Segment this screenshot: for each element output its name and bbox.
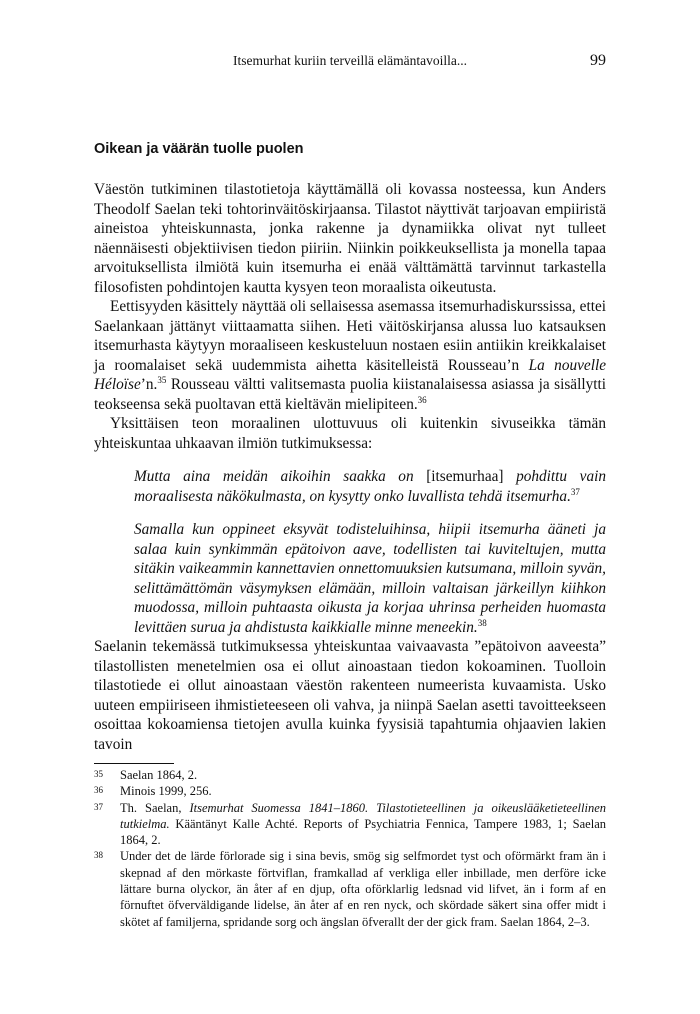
- footnote-35: [94, 767, 606, 783]
- paragraph-4: Saelanin tekemässä tutkimuksessa yhteiskuntaa vaivaavasta ”epätoivon aaveesta” tilastollisten menetelmien osa ei ollut ainoastaan tiedon kokoaminen. Tuolloin tilastotiede ei ollut ainoastaan väestön rakenteen numeerista kuvaamista. Usko uuteen empiiriseen ihmistieteeseen oli vahva, ja niinpä Saelan asetti tavoitteekseen osoittaa kokoamiensa tietojen avulla kuinka fyysisiä tapahtumia ohjaavien lakien tavoin: [94, 638, 606, 753]
- footnote-37-rest: Kääntänyt Kalle Achté. Reports of Psychiatria Fennica, Tampere 1983, 1; Saelan 1864, 2.: [120, 816, 606, 848]
- quote-1-text-c: pohdittu vain moraalisesta näkökulmasta, on kysytty onko luvallista tehdä itsemurha.: [134, 468, 606, 505]
- footnote-number: 37: [94, 801, 103, 812]
- paragraph-2-text-a: Eettisyyden käsittely näyttää oli sellaisessa asemassa itsemurhadiskurssissa, ettei Saelankaan jättänyt viittaamatta siihen. Heti väitöskirjansa alussa luo katsauksen itsemurhasta käytyyn moraaliseen keskusteluun nostaen esiin antiikin kreikkalaiset ja roomalaiset sekä uudemmista aihetta käsitelleistä Rousseau’n: [94, 298, 606, 374]
- book-title-la-nouvelle-heloise: La nouvelle Héloïse: [94, 356, 606, 393]
- footnote-37-author: Th. Saelan,: [120, 800, 190, 815]
- paragraph-3: Yksittäisen teon moraalinen ulottuvuus oli kuitenkin sivuseikka tämän yhteiskuntaa uhkaavan ilmiön tutkimuksessa:: [94, 415, 606, 452]
- block-quote-2: [134, 520, 606, 637]
- footnote-ref-38: 38: [477, 617, 487, 628]
- footnote-37-title: Itsemurhat Suomessa 1841–1860. Tilastotieteellinen ja oikeuslääketieteellinen tutkielma.: [120, 800, 606, 831]
- footnote-text: Under det de lärde förlorade sig i sina bevis, smög sig selfmordet tyst och oförmärkt fram än i skepnad af den mörkaste förtviflan, framkallad af verkliga eller inbillade, men derföre icke lättare burna olyckor, än åter af en djup, ofta oförklarlig ledsnad vid lifvet, än i form af en förnuftet öfverväldigande lidelse, än åter af en ren nyck, och skördade säkert sina offer midt i skötet af familjerna, spridande sorg och ängslan öfverallt der der gick fram. Saelan 1864, 2–3.: [120, 849, 606, 929]
- paragraph-2: [94, 297, 606, 414]
- footnote-37: [94, 800, 606, 849]
- footnote-ref-36: 36: [417, 394, 427, 405]
- footnote-text: Saelan 1864, 2.: [120, 768, 198, 782]
- footnote-number: 36: [94, 785, 103, 796]
- block-quote-1: [134, 467, 606, 506]
- main-text: [94, 140, 606, 754]
- paragraph-1: Väestön tutkiminen tilastotietoja käyttämällä oli kovassa nosteessa, kun Anders Theodolf Saelan teki tohtorinväitöskirjaansa. Tilastot näyttivät tarjoavan empiiristä aineistoa yhteiskunnasta, jonka rakenne ja dynamiikka olivat nyt tulleet näennäisesti objektiivisen tiedon piiriin. Niinkin poikkeuksellista ja monella tapaa arvoituksellista ilmiötä kuin itsemurha ei enää välttämättä tarvinnut tarkastella filosofisten pohdintojen kautta kysyen teon moraalista oikeutusta.: [94, 181, 606, 296]
- quote-2-text: Samalla kun oppineet eksyvät todisteluihinsa, hiipii itsemurha ääneti ja salaa kuin synkimmän epätoivon aave, todellisten tai kuviteltujen, mutta sitäkin vaikeammin kannettavien onnettomuuksien kutsumana, milloin syvän, selittämättömän väsymyksen elämään, milloin valtaisan järkeillyn kiihkon muodossa, milloin puhtaasta oikusta ja korjaa uhrinsa perheiden huomasta levittäen surua ja ahdistusta kaikkialle minne meneekin.: [134, 521, 606, 636]
- paragraph-2-text-b: ’n.: [140, 376, 158, 393]
- footnote-number: 38: [94, 850, 103, 861]
- footnote-ref-35: 35: [157, 374, 167, 385]
- footnote-36: [94, 783, 606, 799]
- footnote-number: 35: [94, 769, 103, 779]
- footnote-text: Minois 1999, 256.: [120, 784, 212, 799]
- section-heading: Oikean ja väärän tuolle puolen: [94, 141, 304, 157]
- quote-1-insert: [itsemurhaa]: [426, 468, 504, 485]
- footnote-divider: [94, 763, 174, 764]
- footnote-38: [94, 848, 606, 929]
- footnotes: [94, 767, 606, 930]
- page-number: 99: [590, 52, 606, 69]
- footnote-text: [120, 800, 606, 849]
- running-title: Itsemurhat kuriin terveillä elämäntavoilla...: [233, 53, 467, 68]
- quote-1-text-a: Mutta aina meidän aikoihin saakka on: [134, 468, 427, 485]
- footnote-ref-37: 37: [570, 486, 580, 497]
- paragraph-2-text-c: Rousseau vältti valitsemasta puolia kiistanalaisessa asiassa ja sisällytti teokseensa sekä puoltavan että kieltävän mielipiteen.: [94, 376, 606, 413]
